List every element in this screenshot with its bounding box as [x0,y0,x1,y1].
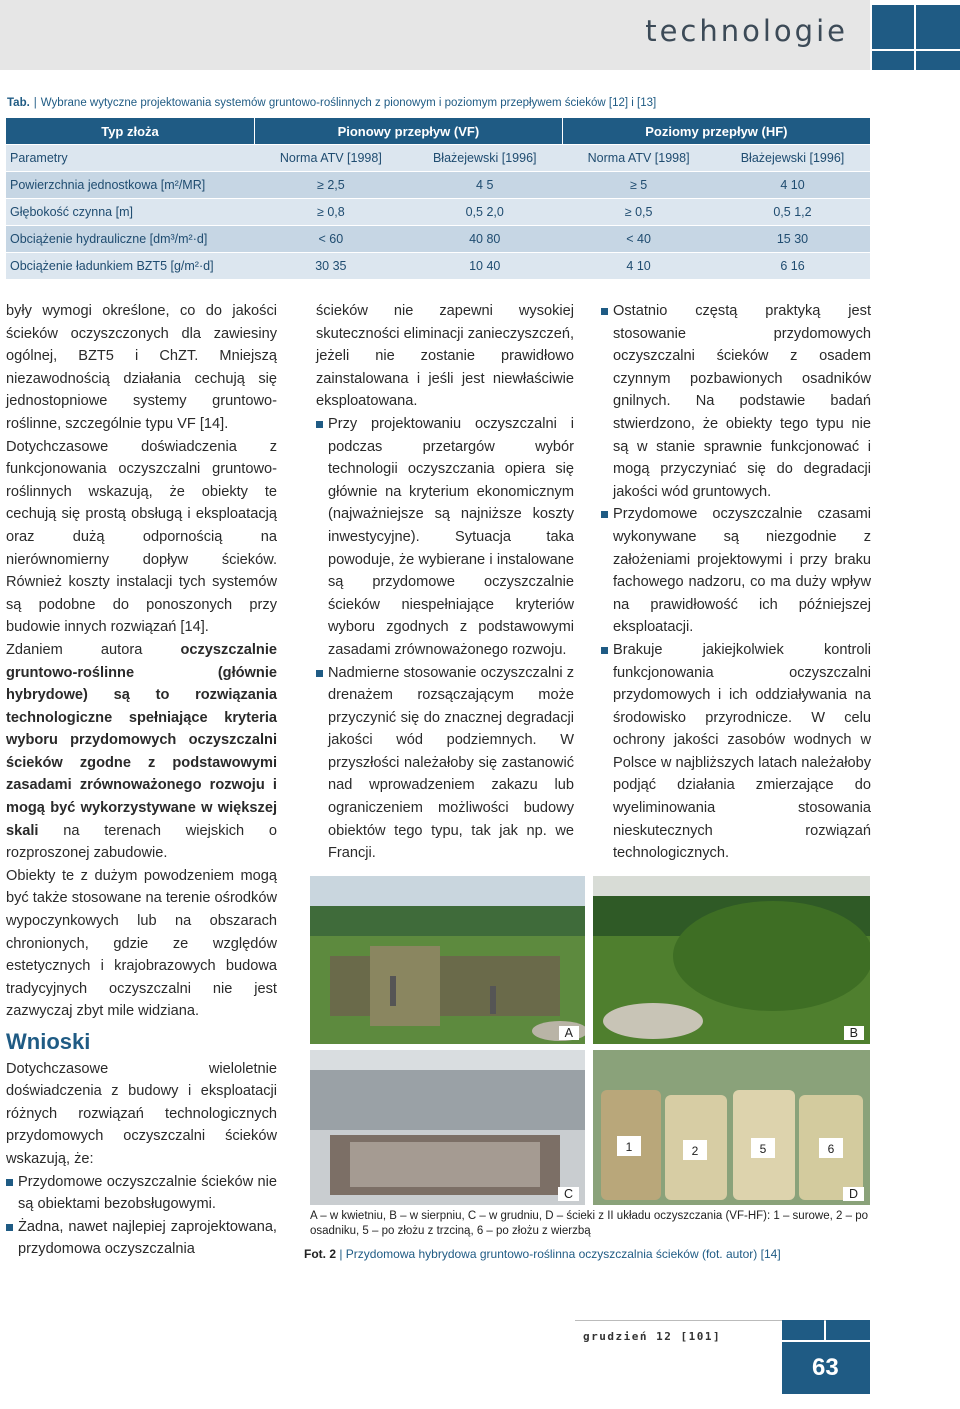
photo-label: A [559,1026,579,1040]
photo-april [310,876,585,1044]
table-cell: Obciążenie ładunkiem BZT5 [g/m²·d] [6,253,255,280]
article-column-3 [601,300,871,865]
section-title: technologie [645,14,848,48]
table-row [6,199,870,226]
table-caption-text: Wybrane wytyczne projektowania systemów gruntowo-roślinnych z pionowym i poziomym przepływem ścieków [12] i [13] [40,97,657,109]
emphasis-text: oczyszczalnie gruntowo-roślinne (głównie hybrydowe) są to rozwiązania technologiczne spełniające kryteria wyboru przydomowych oczyszczalni ścieków zgodne z podstawowymi zasadami zrównoważonego rozwoju i mogą być wykorzystywane w większej skali [6,641,277,839]
conclusions-heading: Wnioski [6,1029,91,1054]
paragraph: były wymogi określone, co do jakości ścieków oczyszczonych dla zawiesiny ogólnej, BZT5 i ChZT. Mniejszą niezawodnością działania cechują się jednostopniowe systemy gruntowo-roślinne, szczególnie typu VF [14]. [6,303,277,432]
jar-label: 1 [625,1140,633,1154]
col-header-type: Typ złoża [6,118,255,145]
jar-label: 5 [759,1142,767,1156]
paragraph: Dotychczasowe wieloletnie doświadczenia z budowy i eksploatacji różnych rozwiązań technologicznych przydomowych oczyszczalni ścieków wskazują, że: [6,1060,277,1167]
figure-caption-text: Przydomowa hybrydowa gruntowo-roślinna oczyszczalnia ścieków (fot. autor) [14] [345,1247,781,1261]
table-cell: 10 40 [407,253,562,280]
table-cell: 4 10 [562,253,715,280]
text: Zdaniem autora [6,641,181,658]
table-caption: Tab. | Wybrane wytyczne projektowania systemów gruntowo-roślinnych z pionowym i poziomym przepływem ścieków [12] i [13] [7,97,657,109]
table-caption-label: Tab. [7,97,30,109]
page-number: 63 [812,1354,839,1381]
jar-label: 2 [691,1144,699,1158]
table-cell: Błażejewski [1996] [715,145,870,172]
table-cell: 15 30 [715,226,870,253]
footer-square [782,1320,824,1340]
photo-label: B [844,1026,864,1040]
photo-december [310,1050,585,1205]
footer-square [826,1320,870,1340]
photo-legend: A – w kwietniu, B – w sierpniu, C – w grudniu, D – ścieki z II układu oczyszczania (VF-HF): 1 – surowe, 2 – po osadniku, 5 – po złożu z trzciną, 6 – po złożu z wierzbą [310,1210,868,1237]
bullet-item: Ostatnio częstą praktyką jest stosowanie przydomowych oczyszczalni ścieków z osadem czynnym pozbawionych osadników gnilnych. Na podstawie badań stwierdzono, że obiekty tego typu nie są w stanie sprawnie funkcjonować i mogą przyczyniać się do degradacji jakości wód gruntowych. [601,300,871,503]
table-row [6,172,870,199]
photo-label: C [558,1187,579,1201]
table-row [6,253,870,280]
table-cell: Głębokość czynna [m] [6,199,255,226]
figure-caption: Fot. 2 | Przydomowa hybrydowa gruntowo-roślinna oczyszczalnia ścieków (fot. autor) [14] [304,1247,781,1261]
photo-label: D [843,1187,864,1201]
table-cell: 40 80 [407,226,562,253]
col-header-vf: Pionowy przepływ (VF) [255,118,563,145]
bullet-item: Przydomowe oczyszczalnie ścieków nie są obiektami bezobsługowymi. [6,1171,277,1216]
figure-label: Fot. 2 [304,1247,336,1261]
table-cell: Obciążenie hydrauliczne [dm³/m²·d] [6,226,255,253]
table-cell: Powierzchnia jednostkowa [m²/MR] [6,172,255,199]
table-cell: 30 35 [255,253,408,280]
jar-label: 6 [827,1142,835,1156]
header-square [872,5,914,49]
photo-august [593,876,870,1044]
bullet-item: Żadna, nawet najlepiej zaprojektowana, przydomowa oczyszczalnia [6,1216,277,1261]
article-column-1 [6,300,277,1261]
bullet-item: Brakuje jakiejkolwiek kontroli funkcjonowania oczyszczalni przydomowych i ich oddziaływania na środowisko przyrodnicze. W celu ochrony jakości zasobów wodnych w Polsce w najbliższych latach należałoby podjąć działania zmierzające do wyeliminowania stosowania nieskutecznych rozwiązań technologicznych. [601,639,871,865]
table-cell: Błażejewski [1996] [407,145,562,172]
paragraph: ścieków nie zapewni wysokiej skuteczności eliminacji zanieczyszczeń, jeżeli nie zostanie prawidłowo zainstalowana i jeśli jest niewłaściwie eksploatowana. [316,303,574,410]
table-row [6,226,870,253]
issue-label: grudzień 12 [101] [583,1330,722,1343]
article-column-2 [316,300,574,865]
table-cell: 4 10 [715,172,870,199]
paragraph: Dotychczasowe doświadczenia z funkcjonowania oczyszczalni gruntowo-roślinnych wskazują, że obiekty te cechują się prostą obsługą i eksploatacją oraz dużą odpornością na nierównomierny dopływ ścieków. Również koszty instalacji tych systemów są podobne do ponoszonych przy budowie innych rozwiązań [14]. [6,438,277,636]
table-cell: 4 5 [407,172,562,199]
paragraph: Obiekty te z dużym powodzeniem mogą być także stosowane na terenie ośrodków wypoczynkowych lub na obszarach chronionych, gdzie ze względów estetycznych i krajobrazowych budowa tradycyjnych oczyszczalni nie jest zazwyczaj zbyt mile widziana. [6,867,277,1020]
photo-samples [593,1050,870,1205]
table-cell: < 40 [562,226,715,253]
table-cell: Norma ATV [1998] [562,145,715,172]
table-cell: < 60 [255,226,408,253]
header-square [916,5,960,49]
col-header-hf: Poziomy przepływ (HF) [562,118,870,145]
table-cell: 0,5 2,0 [407,199,562,226]
bullet-item: Przydomowe oczyszczalnie czasami wykonywane są niezgodnie z założeniami projektowymi i przy braku fachowego nadzoru, co ma duży wpływ na prawidłowość ich późniejszej eksploatacji. [601,503,871,639]
design-guidelines-table [6,118,870,280]
bullet-item: Przy projektowaniu oczyszczalni i podczas przetargów wybór technologii oczyszczania opiera się głównie na kryterium ekonomicznym (najważniejsze są najniższe koszty inwestycyjne). Sytuacja taka powoduje, że wybierane i instalowane są przydomowe oczyszczalnie ścieków niespełniające kryteriów wyboru zgodnych z podstawowymi zasadami zrównoważonego rozwoju. [316,413,574,662]
text: na terenach wiejskich o rozproszonej zabudowie. [6,822,277,862]
table-cell: 0,5 1,2 [715,199,870,226]
table-cell: ≥ 2,5 [255,172,408,199]
table-cell: Norma ATV [1998] [255,145,408,172]
table-cell: Parametry [6,145,255,172]
table-subheader [6,145,870,172]
table-cell: 6 16 [715,253,870,280]
header-square [872,51,914,70]
table-cell: ≥ 5 [562,172,715,199]
table-cell: ≥ 0,5 [562,199,715,226]
bullet-item: Nadmierne stosowanie oczyszczalni z drenażem rozsączającym może przyczynić się do znacznej degradacji jakości wód podziemnych. W przyszłości należałoby się zastanowić nad wprowadzeniem zakazu lub ograniczeniem możliwości budowy obiektów tego typu, tak jak np. we Francji. [316,662,574,865]
table-cell: ≥ 0,8 [255,199,408,226]
paragraph [6,639,277,865]
header-square [916,51,960,70]
